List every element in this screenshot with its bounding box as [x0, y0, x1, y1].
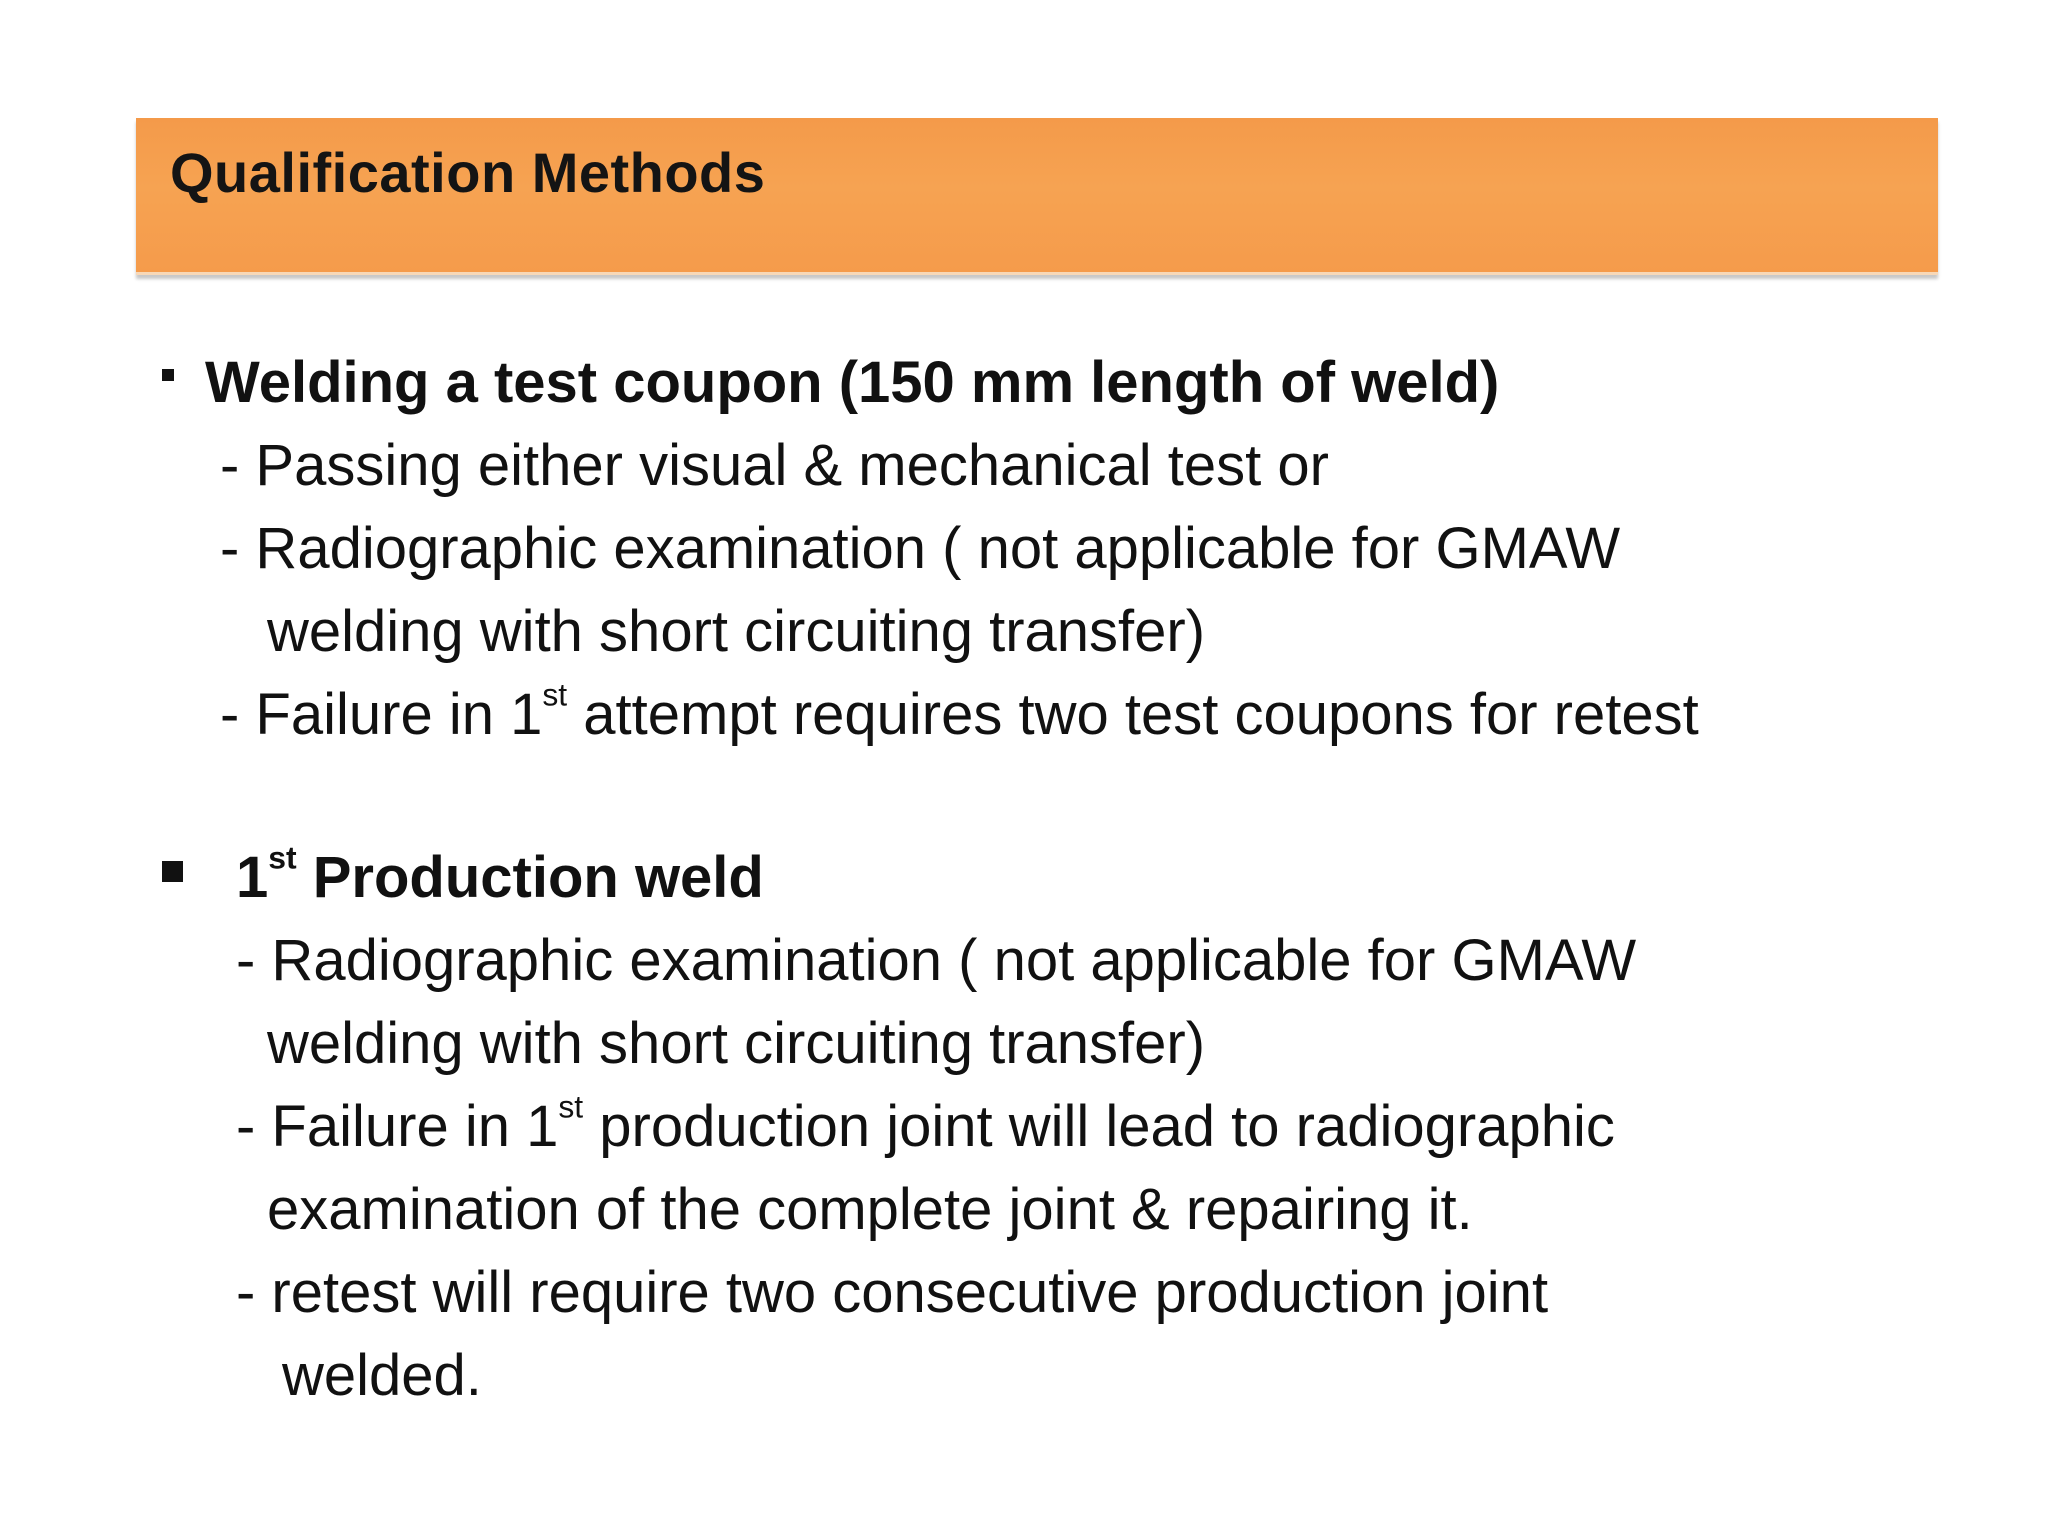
bullet-square-icon [162, 369, 174, 381]
failure-suffix: attempt requires two test coupons for retest [567, 682, 1699, 747]
list-item: welded. [282, 1343, 482, 1408]
failure-ordinal: st [542, 676, 568, 713]
list-item: - Radiographic examination ( not applicable for GMAW [220, 516, 1621, 581]
failure-suffix: production joint will lead to radiographic [583, 1094, 1615, 1159]
bullet-square-icon [162, 861, 183, 882]
failure-ordinal: st [558, 1088, 584, 1125]
list-item: welding with short circuiting transfer) [267, 1011, 1206, 1076]
slide-title: Qualification Methods [170, 141, 766, 204]
heading-number: 1 [236, 845, 269, 910]
list-item: welding with short circuiting transfer) [267, 599, 1206, 664]
section-heading [236, 839, 764, 910]
list-item: - retest will require two consecutive production joint [236, 1260, 1549, 1325]
failure-prefix: - Failure in 1 [220, 682, 543, 747]
failure-prefix: - Failure in 1 [236, 1094, 559, 1159]
list-item-failure [220, 676, 1699, 747]
list-item-failure [236, 1088, 1615, 1159]
list-item: examination of the complete joint & repairing it. [267, 1177, 1473, 1242]
title-bar [136, 118, 1938, 275]
heading-ordinal: st [268, 839, 297, 876]
heading-text: Production weld [296, 845, 764, 910]
list-item: - Passing either visual & mechanical test or [220, 433, 1329, 498]
list-item: - Radiographic examination ( not applicable for GMAW [236, 928, 1637, 993]
section-heading: Welding a test coupon (150 mm length of weld) [205, 350, 1500, 415]
